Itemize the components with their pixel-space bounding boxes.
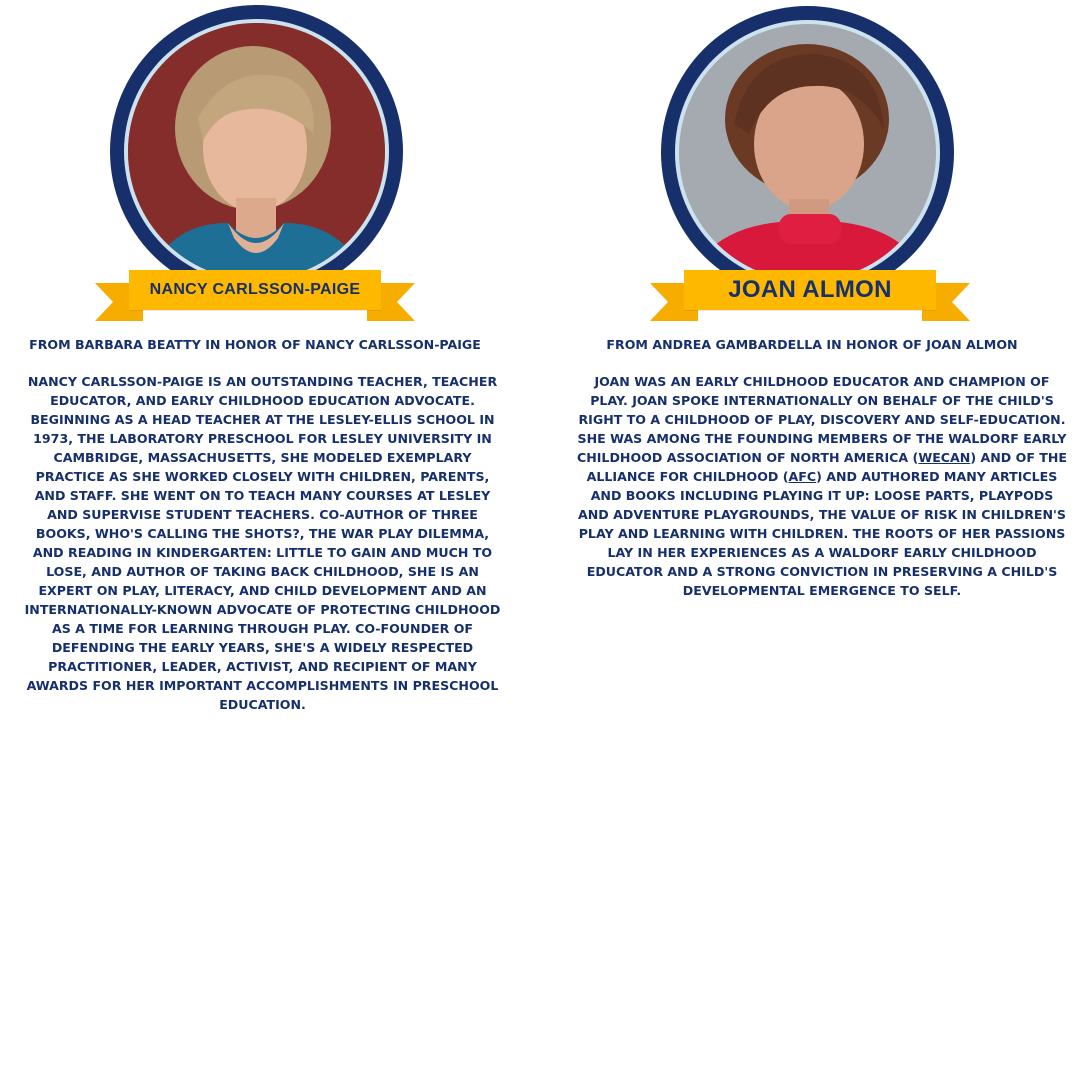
profile-card-joan (562, 0, 1068, 760)
portrait-frame (110, 5, 403, 298)
bio-text (576, 372, 1068, 600)
bio-text: NANCY CARLSSON-PAIGE IS AN OUTSTANDING TEACHER, TEACHER EDUCATOR, AND EARLY CHILDHOOD EDUCATION ADVOCATE. BEGINNING AS A HEAD TEACHER AT THE LESLEY-ELLIS SCHOOL IN 1973, THE LABORATORY PRESCHOOL FOR LESLEY UNIVERSITY IN CAMBRIDGE, MASSACHUSETTS, SHE MODELED EXEMPLARY PRACTICE AS SHE WORKED CLOSELY WITH CHILDREN, PARENTS, AND STAFF. SHE WENT ON TO TEACH MANY COURSES AT LESLEY AND SUPERVISE STUDENT TEACHERS. CO-AUTHOR OF THREE BOOKS, WHO'S CALLING THE SHOTS?, THE WAR PLAY DILEMMA, AND READING IN KINDERGARTEN: LITTLE TO GAIN AND MUCH TO LOSE, AND AUTHOR OF TAKING BACK CHILDHOOD, SHE IS AN EXPERT ON PLAY, LITERACY, AND CHILD DEVELOPMENT AND AN INTERNATIONALLY-KNOWN ADVOCATE OF PROTECTING CHILDHOOD AS A TIME FOR LEARNING THROUGH PLAY. CO-FOUNDER OF DEFENDING THE EARLY YEARS, SHE'S A WIDELY RESPECTED PRACTITIONER, LEADER, ACTIVIST, AND RECIPIENT OF MANY AWARDS FOR HER IMPORTANT ACCOMPLISHMENTS IN PRESCHOOL EDUCATION. (24, 374, 501, 712)
portrait-photo-joan (679, 24, 936, 281)
bio-text-part: ) AND AUTHORED MANY ARTICLES AND BOOKS INCLUDING PLAYING IT UP: LOOSE PARTS, PLAYPODS AND ADVENTURE PLAYGROUNDS, THE VALUE OF RISK IN CHILDREN'S PLAY AND LEARNING WITH CHILDREN. THE ROOTS OF HER PASSIONS LAY IN HER EXPERIENCES AS A WALDORF EARLY CHILDHOOD EDUCATOR AND A STRONG CONVICTION IN PRESERVING A CHILD'S DEVELOPMENTAL EMERGENCE TO SELF. (578, 469, 1066, 598)
wecan-link[interactable]: WECAN (918, 450, 971, 465)
portrait-frame (661, 6, 954, 299)
profile-name: NANCY CARLSSON-PAIGE (129, 270, 381, 310)
name-ribbon (95, 270, 415, 325)
afc-link[interactable]: AFC (788, 469, 817, 484)
portrait-photo-nancy (128, 23, 385, 280)
bio-text-part: ) AND OF THE ALLIANCE FOR CHILDHOOD ( (586, 450, 1068, 484)
bio-text-part: JOAN WAS AN EARLY CHILDHOOD EDUCATOR AND CHAMPION OF PLAY. JOAN SPOKE INTERNATIONALLY ON BEHALF OF THE CHILD'S RIGHT TO A CHILDHOOD OF PLAY, DISCOVERY AND SELF-EDUCATION. SHE WAS AMONG THE FOUNDING MEMBERS OF THE WALDORF EARLY CHILDHOOD ASSOCIATION OF NORTH AMERICA ( (576, 374, 1067, 465)
portrait-image (128, 23, 385, 280)
profile-name: JOAN ALMON (684, 270, 936, 310)
honor-line: FROM ANDREA GAMBARDELLA IN HONOR OF JOAN ALMON (606, 337, 1018, 352)
portrait-image (679, 24, 936, 281)
name-ribbon (650, 270, 970, 325)
profile-card-nancy (5, 0, 505, 760)
honor-line: FROM BARBARA BEATTY IN HONOR OF NANCY CARLSSON-PAIGE (29, 337, 481, 352)
